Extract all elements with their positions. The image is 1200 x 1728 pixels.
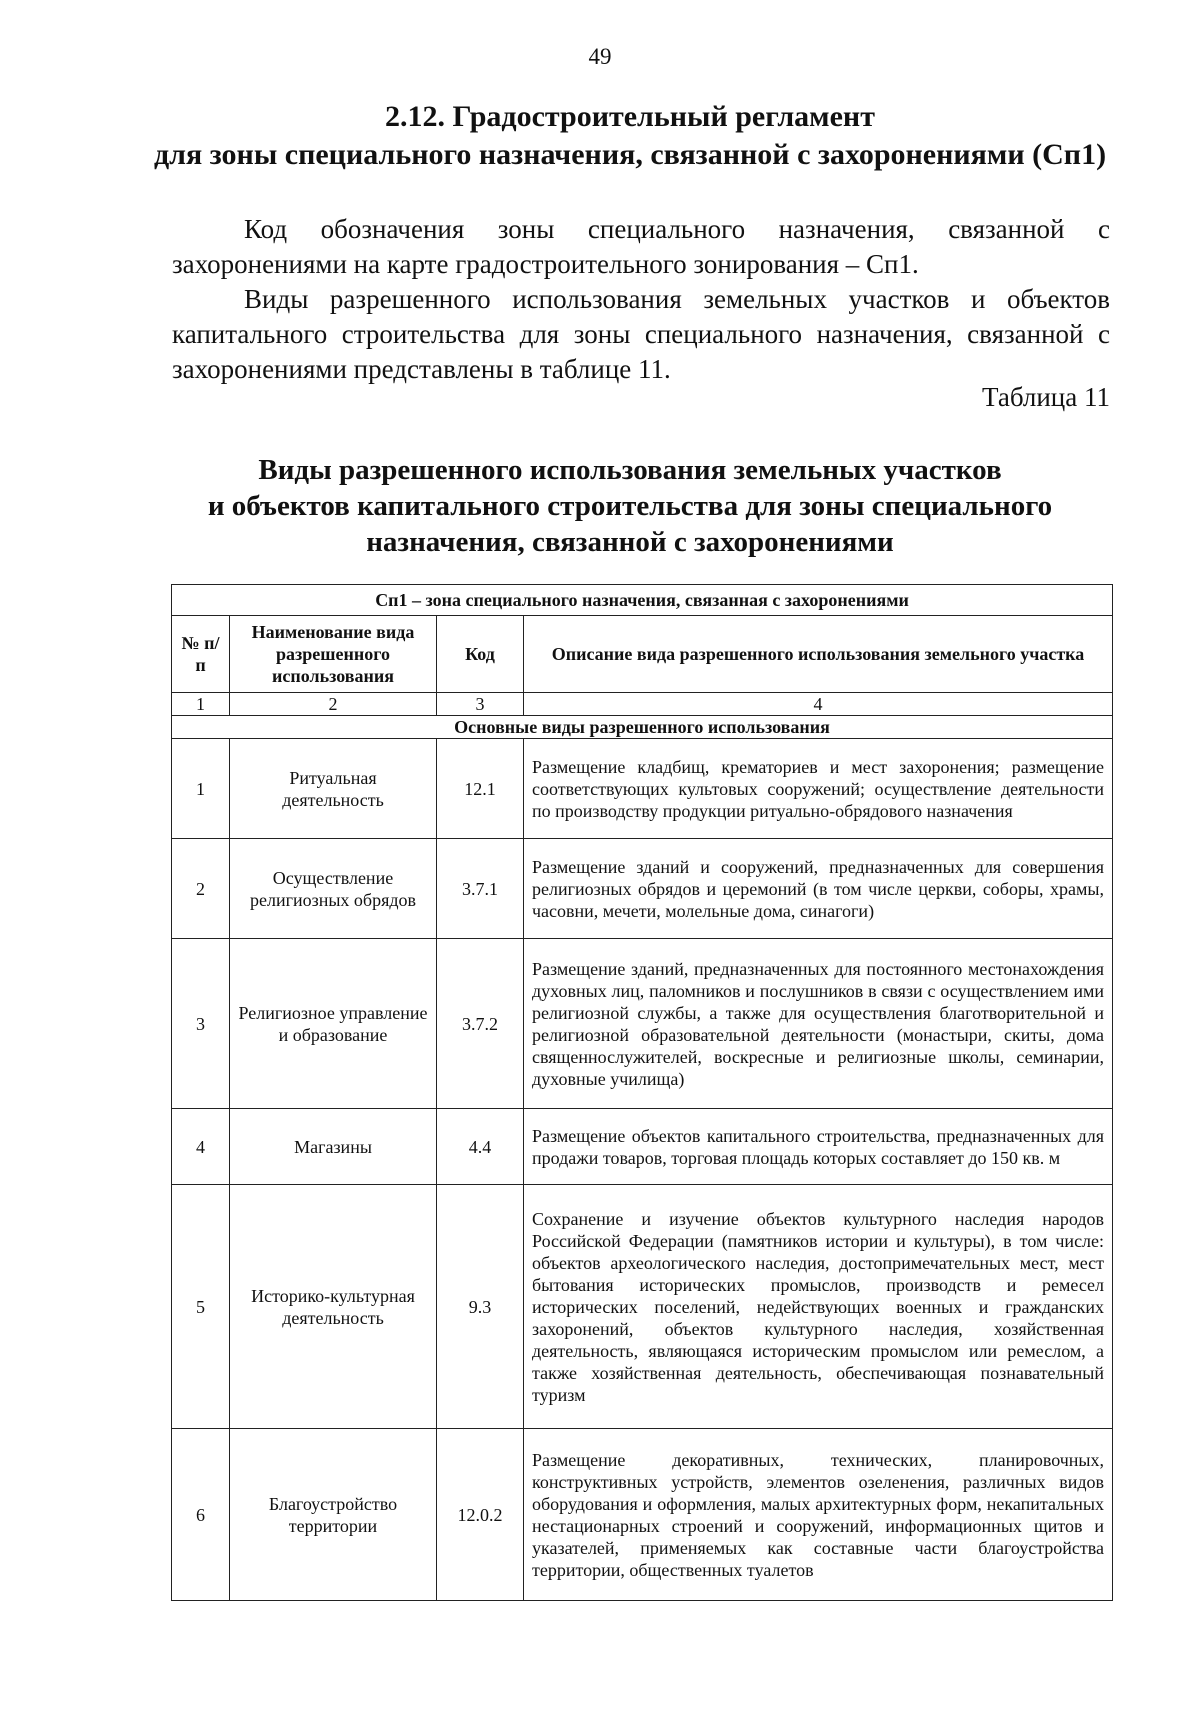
row-num: 2 — [172, 839, 230, 939]
header-desc: Описание вида разрешенного использования земельного участка — [524, 616, 1113, 693]
table-row — [172, 1185, 1113, 1429]
row-code: 3.7.1 — [437, 839, 524, 939]
table-row — [172, 739, 1113, 839]
table-row — [172, 939, 1113, 1109]
table-title-line-1: Виды разрешенного использования земельных участков — [258, 454, 1002, 486]
table-row — [172, 839, 1113, 939]
page-number: 49 — [588, 44, 612, 69]
column-number-row — [172, 693, 1113, 716]
row-num: 5 — [172, 1185, 230, 1429]
row-num: 6 — [172, 1429, 230, 1601]
row-code: 3.7.2 — [437, 939, 524, 1109]
column-number: 1 — [172, 693, 230, 716]
row-code: 4.4 — [437, 1109, 524, 1185]
table-row — [172, 1109, 1113, 1185]
zone-header: Сп1 – зона специального назначения, связанная с захоронениями — [172, 585, 1113, 616]
row-num: 3 — [172, 939, 230, 1109]
section-title-line-1: 2.12. Градостроительный регламент — [385, 100, 875, 133]
table-title — [150, 452, 1110, 560]
row-desc: Размещение объектов капитального строительства, предназначенных для продажи товаров, торговая площадь которых составляет до 150 кв. м — [524, 1109, 1113, 1185]
row-name: Осуществление религиозных обрядов — [230, 839, 437, 939]
row-name: Ритуальная деятельность — [230, 739, 437, 839]
header-name: Наименование вида разрешенного использования — [230, 616, 437, 693]
row-num: 4 — [172, 1109, 230, 1185]
paragraph-zone-code: Код обозначения зоны специального назначения, связанной с захоронениями на карте градостроительного зонирования – Сп1. — [172, 214, 1110, 279]
paragraph-permitted-uses: Виды разрешенного использования земельных участков и объектов капитального строительства для зоны специального назначения, связанной с захоронениями представлены в таблице 11. — [172, 284, 1110, 384]
row-code: 12.0.2 — [437, 1429, 524, 1601]
group-label: Основные виды разрешенного использования — [172, 716, 1113, 739]
table-row — [172, 1429, 1113, 1601]
table-title-line-2: и объектов капитального строительства для зоны специального — [207, 490, 1053, 522]
section-title-line-2: для зоны специального назначения, связанной с захоронениями (Сп1) — [153, 138, 1107, 171]
permitted-uses-table — [171, 584, 1113, 1601]
row-desc: Размещение зданий и сооружений, предназначенных для совершения религиозных обрядов и церемоний (в том числе церкви, соборы, храмы, часовни, мечети, молельные дома, синагоги) — [524, 839, 1113, 939]
column-number: 4 — [524, 693, 1113, 716]
column-header-row — [172, 616, 1113, 693]
row-name: Религиозное управление и образование — [230, 939, 437, 1109]
column-number: 3 — [437, 693, 524, 716]
section-title — [150, 98, 1110, 174]
row-code: 12.1 — [437, 739, 524, 839]
row-name: Историко-культурная деятельность — [230, 1185, 437, 1429]
header-code: Код — [437, 616, 524, 693]
row-name: Магазины — [230, 1109, 437, 1185]
zone-header-row — [172, 585, 1113, 616]
row-code: 9.3 — [437, 1185, 524, 1429]
table-title-line-3: назначения, связанной с захоронениями — [366, 526, 894, 558]
row-desc: Размещение декоративных, технических, планировочных, конструктивных устройств, элементов озеленения, различных видов оборудования и оформления, малых архитектурных форм, некапитальных нестационарных строений и сооружений, информационных щитов и указателей, применяемых как составные части благоустройства территории, общественных туалетов — [524, 1429, 1113, 1601]
column-number: 2 — [230, 693, 437, 716]
row-num: 1 — [172, 739, 230, 839]
row-desc: Размещение кладбищ, крематориев и мест захоронения; размещение соответствующих культовых сооружений; осуществление деятельности по производству продукции ритуально-обрядового назначения — [524, 739, 1113, 839]
row-name: Благоустройство территории — [230, 1429, 437, 1601]
group-row — [172, 716, 1113, 739]
row-desc: Размещение зданий, предназначенных для постоянного местонахождения духовных лиц, паломников и послушников в связи с осуществлением ими религиозной службы, а также для осуществления благотворительной и религиозной образовательной деятельности (монастыри, скиты, дома священнослужителей, воскресные и религиозные школы, семинарии, духовные училища) — [524, 939, 1113, 1109]
table-label: Таблица 11 — [982, 382, 1110, 412]
row-desc: Сохранение и изучение объектов культурного наследия народов Российской Федерации (памятников истории и культуры), в том числе: объектов археологического наследия, достопримечательных мест, мест бытования исторических промыслов, производств и ремесел исторических поселений, недействующих военных и гражданских захоронений, объектов культурного наследия, хозяйственная деятельность, являющаяся историческим промыслом или ремеслом, а также хозяйственная деятельность, обеспечивающая познавательный туризм — [524, 1185, 1113, 1429]
header-num: № п/п — [172, 616, 230, 693]
